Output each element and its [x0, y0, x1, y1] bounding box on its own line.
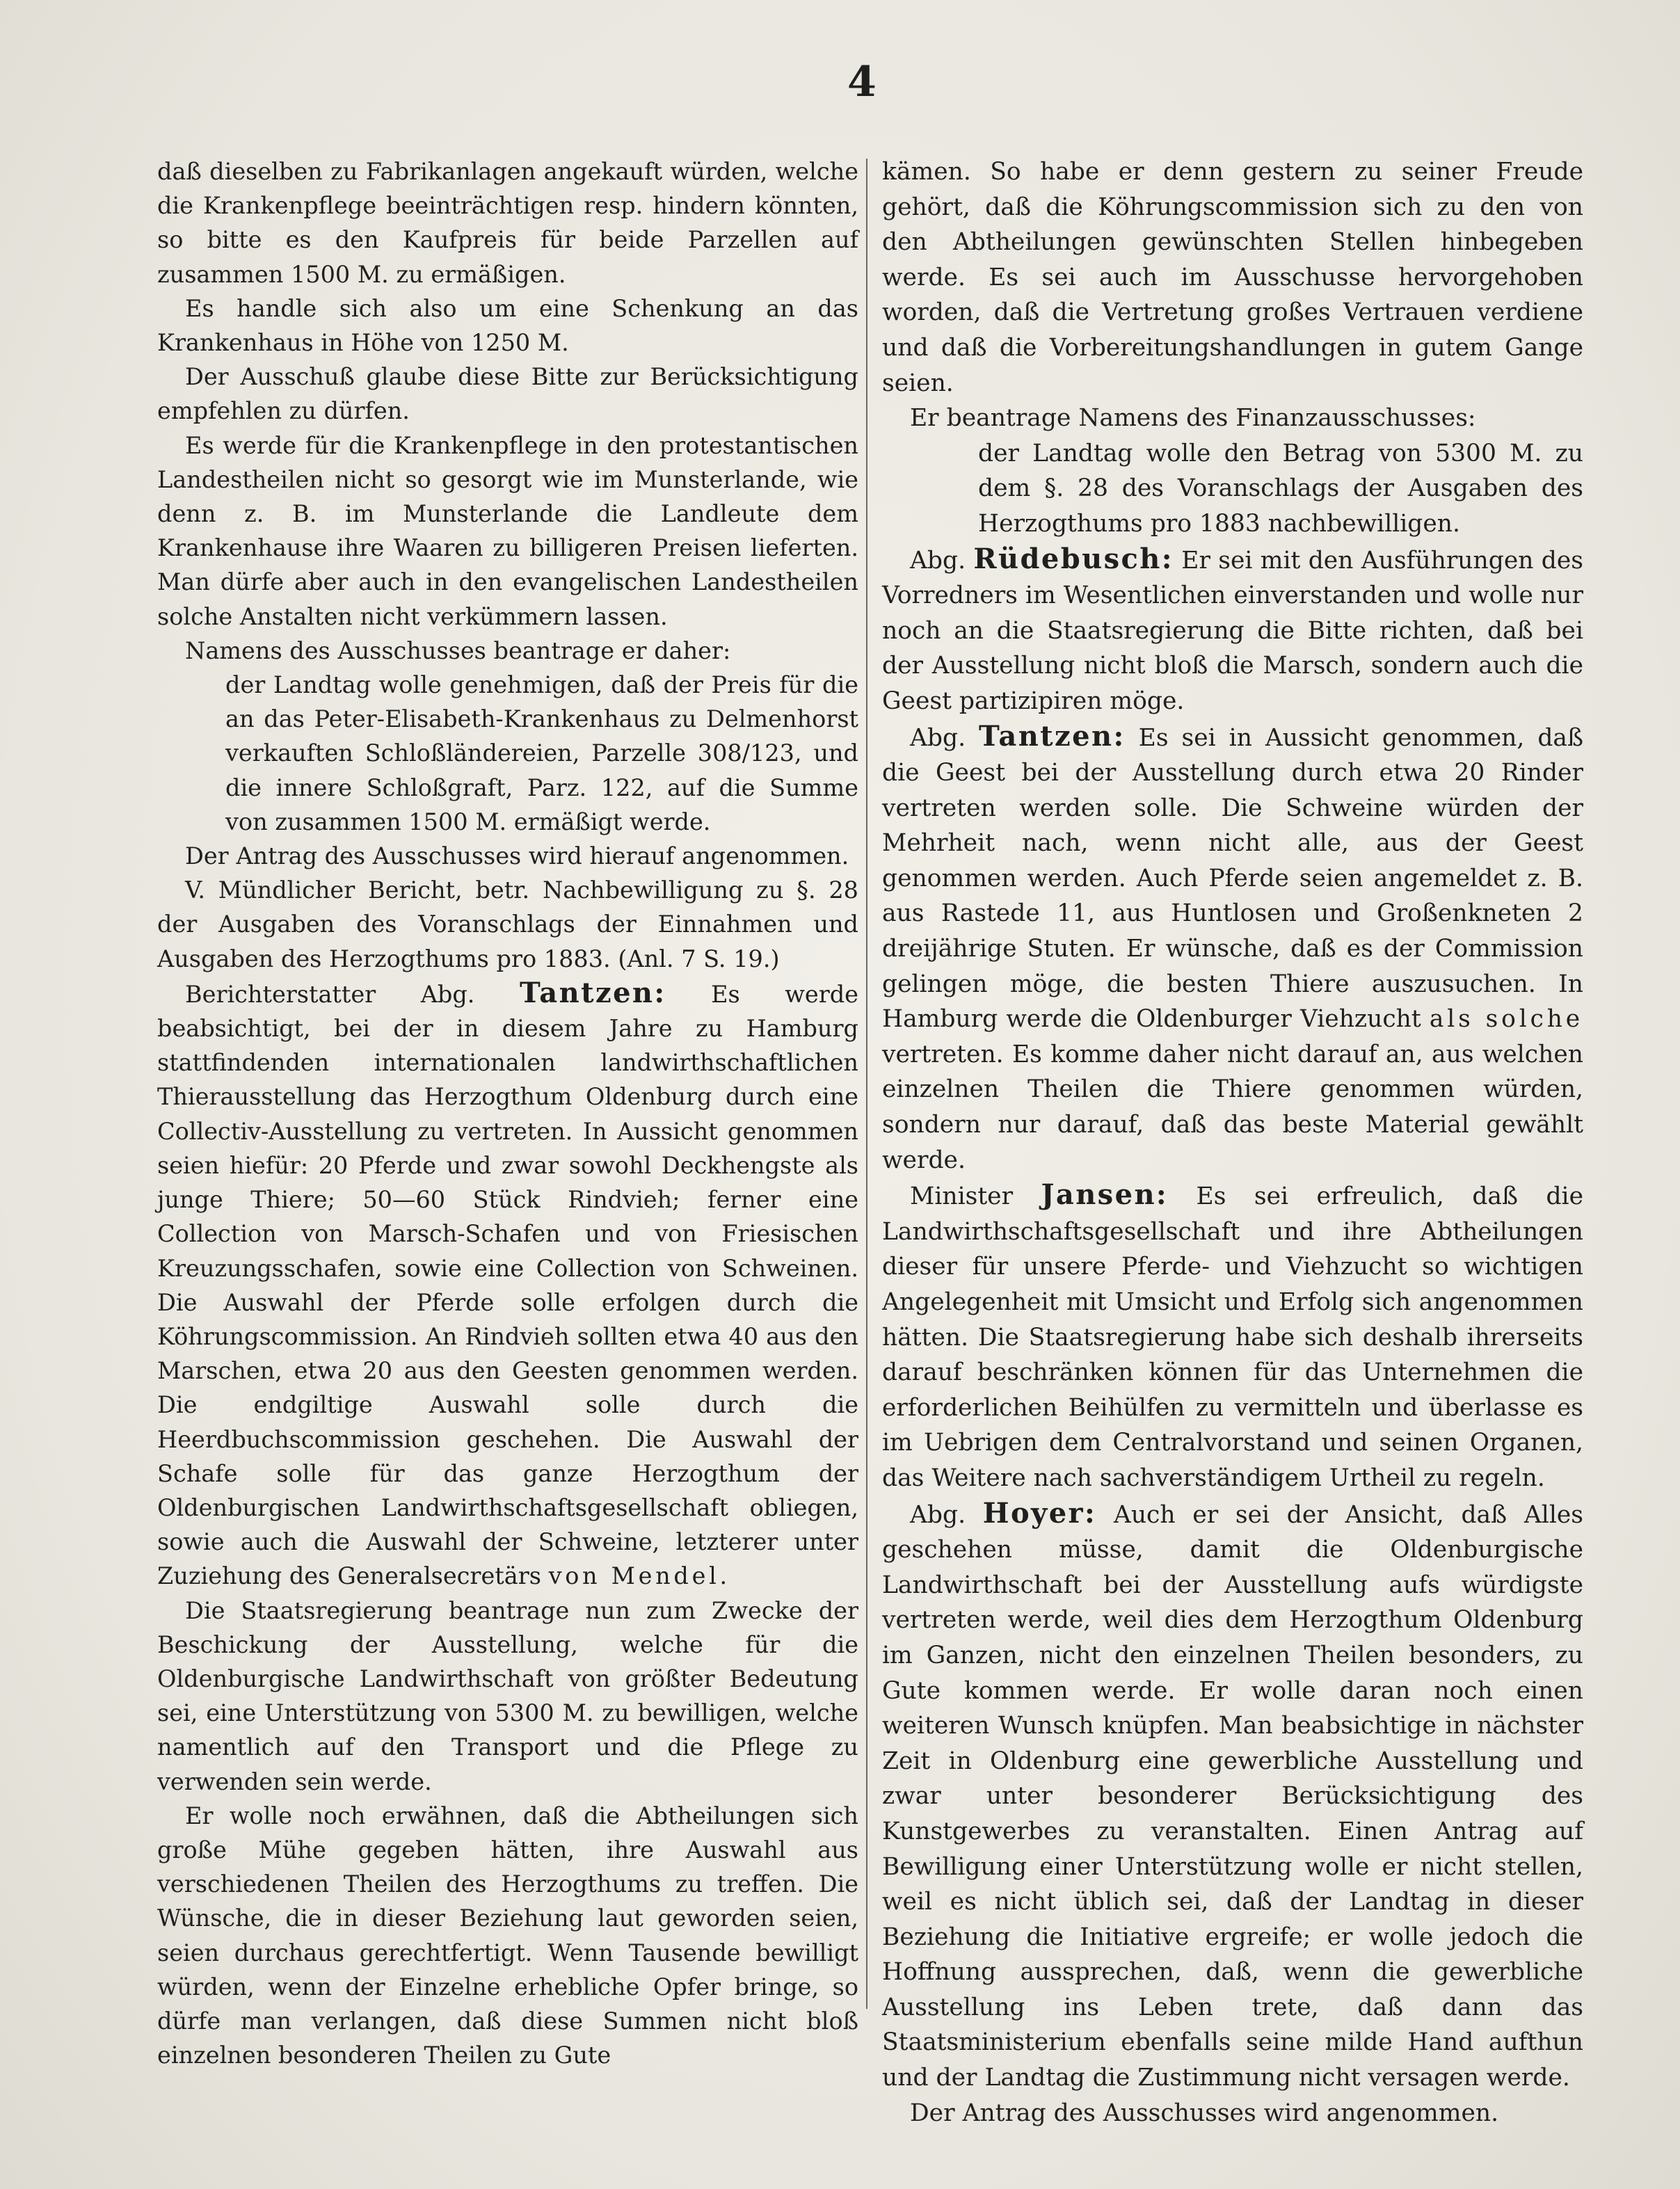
- paragraph: Der Antrag des Ausschusses wird hierauf angenommen.: [185, 842, 849, 870]
- column-divider: [866, 159, 867, 2009]
- speaker-name: Hoyer:: [982, 1496, 1097, 1530]
- section-heading: V. Mündlicher Bericht, betr. Nachbewilligung zu §. 28 der Ausgaben des Voranschlags der Einnahmen und Ausgaben des Herzogthums pro 1883. (Anl. 7 S. 19.): [157, 876, 858, 972]
- paragraph: Es werde für die Krankenpflege in den protestantischen Landestheilen nicht so gesorgt wie im Munsterlande, wie denn z. B. im Munsterlande die Landleute dem Krankenhause ihre Waaren zu billigeren Preisen lieferten. Man dürfe aber auch in den evangelischen Landestheilen solche Anstalten nicht verkümmern lassen.: [157, 431, 858, 630]
- speaker-name: Tantzen:: [519, 976, 666, 1009]
- motion-text: der Landtag wolle genehmigen, daß der Preis für die an das Peter-Elisabeth-Krankenhaus zu Delmenhorst verkauften Schloßländereien, Parzelle 308/123, und die innere Schloßgraft, Parz. 122, auf die Summe von zusammen 1500 M. ermäßigt werde.: [225, 671, 858, 835]
- speech-text: Es sei in Aussicht genommen, daß die Geest bei der Ausstellung durch etwa 20 Rinder vertreten werden solle. Die Schweine würden der Mehrheit nach, wenn nicht alle, aus der Geest genommen werden. Auch Pferde seien angemeldet z. B. aus Rastede 11, aus Huntlosen und Großenkneten 2 dreijährige Stuten. Er wünsche, daß es der Commission gelingen möge, die besten Thiere auszusuchen. In Hamburg werde die Oldenburger Viehzucht: [882, 723, 1584, 1034]
- speaker-name: Tantzen:: [979, 719, 1126, 753]
- speech-text: Auch er sei der Ansicht, daß Alles geschehen müsse, damit die Oldenburgische Landwirthschaft bei der Ausstellung aufs würdigste vertreten werde, weil dies dem Herzogthum Oldenburg im Ganzen, nicht den einzelnen Theilen besonders, zu Gute kommen werde. Er wolle daran noch einen weiteren Wunsch knüpfen. Man beabsichtige in nächster Zeit in Oldenburg eine gewerbliche Ausstellung und zwar unter besonderer Berücksichtigung des Kunstgewerbes zu veranstalten. Einen Antrag auf Bewilligung einer Unterstützung wolle er nicht stellen, weil es nicht üblich sei, daß der Landtag in dieser Beziehung die Initiative ergreife; er wolle jedoch die Hoffnung aussprechen, daß, wenn die gewerbliche Ausstellung ins Leben trete, daß dann das Staatsministerium ebenfalls seine milde Hand aufthun und der Landtag die Zustimmung nicht versagen werde.: [882, 1500, 1583, 2092]
- speaker-role: Abg.: [910, 546, 966, 575]
- paragraph: Die Staatsregierung beantrage nun zum Zwecke der Beschickung der Ausstellung, welche für die Oldenburgische Landwirthschaft von größter Bedeutung sei, eine Unterstützung von 5300 M. zu bewilligen, welche namentlich auf den Transport und die Pflege zu verwenden sein werde.: [157, 1596, 858, 1795]
- speaker-name: Jansen:: [1041, 1178, 1169, 1212]
- motion-text: der Landtag wolle den Betrag von 5300 M. zu dem §. 28 des Voranschlags der Ausgaben des Herzogthums pro 1883 nachbewilligen.: [978, 439, 1583, 538]
- left-column: [157, 154, 858, 2072]
- paragraph: daß dieselben zu Fabrikanlagen angekauft würden, welche die Krankenpflege beeinträchtigen resp. hindern könnten, so bitte es den Kaufpreis für beide Parzellen auf zusammen 1500 M. zu ermäßigen.: [157, 158, 858, 288]
- paragraph: Es handle sich also um eine Schenkung an das Krankenhaus in Höhe von 1250 M.: [157, 294, 858, 357]
- paragraph: Er beantrage Namens des Finanzausschusses:: [910, 404, 1476, 433]
- speaker-role: Abg.: [910, 723, 966, 752]
- right-column: [882, 154, 1583, 2131]
- spaced-name: von Mendel.: [548, 1562, 730, 1590]
- page-number: 4: [847, 58, 877, 106]
- paragraph: Namens des Ausschusses beantrage er daher:: [185, 636, 731, 664]
- speech-text: Es sei erfreulich, daß die Landwirthschaftsgesellschaft und ihre Abtheilungen dieser für unsere Pferde- und Viehzucht so wichtigen Angelegenheit mit Umsicht und Erfolg sich angenommen hätten. Die Staatsregierung habe sich deshalb ihrerseits darauf beschränken können für das Unternehmen die erforderlichen Beihülfen zu vermitteln und überlasse es im Uebrigen dem Centralvorstand und seinen Organen, das Weitere nach sachverständigem Urtheil zu regeln.: [882, 1182, 1584, 1492]
- speaker-role: Minister: [910, 1182, 1014, 1211]
- paragraph: Der Ausschuß glaube diese Bitte zur Berücksichtigung empfehlen zu dürfen.: [157, 363, 858, 425]
- speech-paragraph: [882, 719, 1583, 1178]
- speech-text: Er sei mit den Ausführungen des Vorredners im Wesentlichen einverstanden und wolle nur noch an die Staatsregierung die Bitte richten, daß bei der Ausstellung nicht bloß die Marsch, sondern auch die Geest partizipiren möge.: [882, 546, 1584, 715]
- speech-paragraph: [882, 1496, 1583, 2096]
- speech-paragraph: [157, 976, 858, 1594]
- paragraph: Er wolle noch erwähnen, daß die Abtheilungen sich große Mühe gegeben hätten, ihre Auswahl aus verschiedenen Theilen des Herzogthums zu treffen. Die Wünsche, die in dieser Beziehung laut geworden seien, seien durchaus gerechtfertigt. Wenn Tausende bewilligt würden, wenn der Einzelne erhebliche Opfer bringe, so dürfe man verlangen, daß diese Summen nicht bloß einzelnen besonderen Theilen zu Gute: [157, 1802, 858, 2069]
- speaker-name: Rüdebusch:: [973, 542, 1174, 575]
- speech-text: Es werde beabsichtigt, bei der in diesem Jahre zu Hamburg stattfindenden internationalen landwirthschaftlichen Thierausstellung das Herzogthum Oldenburg durch eine Collectiv-Ausstellung zu vertreten. In Aussicht genommen seien hiefür: 20 Pferde und zwar sowohl Deckhengste als junge Thiere; 50—60 Stück Rindvieh; ferner eine Collection von Marsch-Schafen und von Friesischen Kreuzungsschafen, sowie eine Collection von Schweinen. Die Auswahl der Pferde solle erfolgen durch die Köhrungscommission. An Rindvieh sollten etwa 40 aus den Marschen, etwa 20 aus den Geesten genommen werden. Die endgiltige Auswahl solle durch die Heerdbuchscommission geschehen. Die Auswahl der Schafe solle für das ganze Herzogthum der Oldenburgischen Landwirthschaftsgesellschaft obliegen, sowie auch die Auswahl der Schweine, letzterer unter Zuziehung des Generalsecretärs: [157, 980, 858, 1590]
- spaced-text: als solche: [1429, 1005, 1584, 1034]
- speech-text: vertreten. Es komme daher nicht darauf an, aus welchen einzelnen Theilen die Thiere genommen würden, sondern nur darauf, daß das beste Material gewählt werde.: [882, 1040, 1583, 1174]
- speech-paragraph: [882, 1178, 1583, 1496]
- paragraph: kämen. So habe er denn gestern zu seiner Freude gehört, daß die Köhrungscommission sich zu den von den Abtheilungen gewünschten Stellen hinbegeben werde. Es sei auch im Ausschusse hervorgehoben worden, daß die Vertretung großes Vertrauen verdiene und daß die Vorbereitungshandlungen in gutem Gange seien.: [882, 158, 1583, 397]
- speaker-role: Abg.: [910, 1500, 966, 1529]
- speech-paragraph: [882, 542, 1583, 719]
- paragraph: Der Antrag des Ausschusses wird angenommen.: [910, 2099, 1499, 2127]
- speaker-role: Berichterstatter Abg.: [185, 980, 475, 1008]
